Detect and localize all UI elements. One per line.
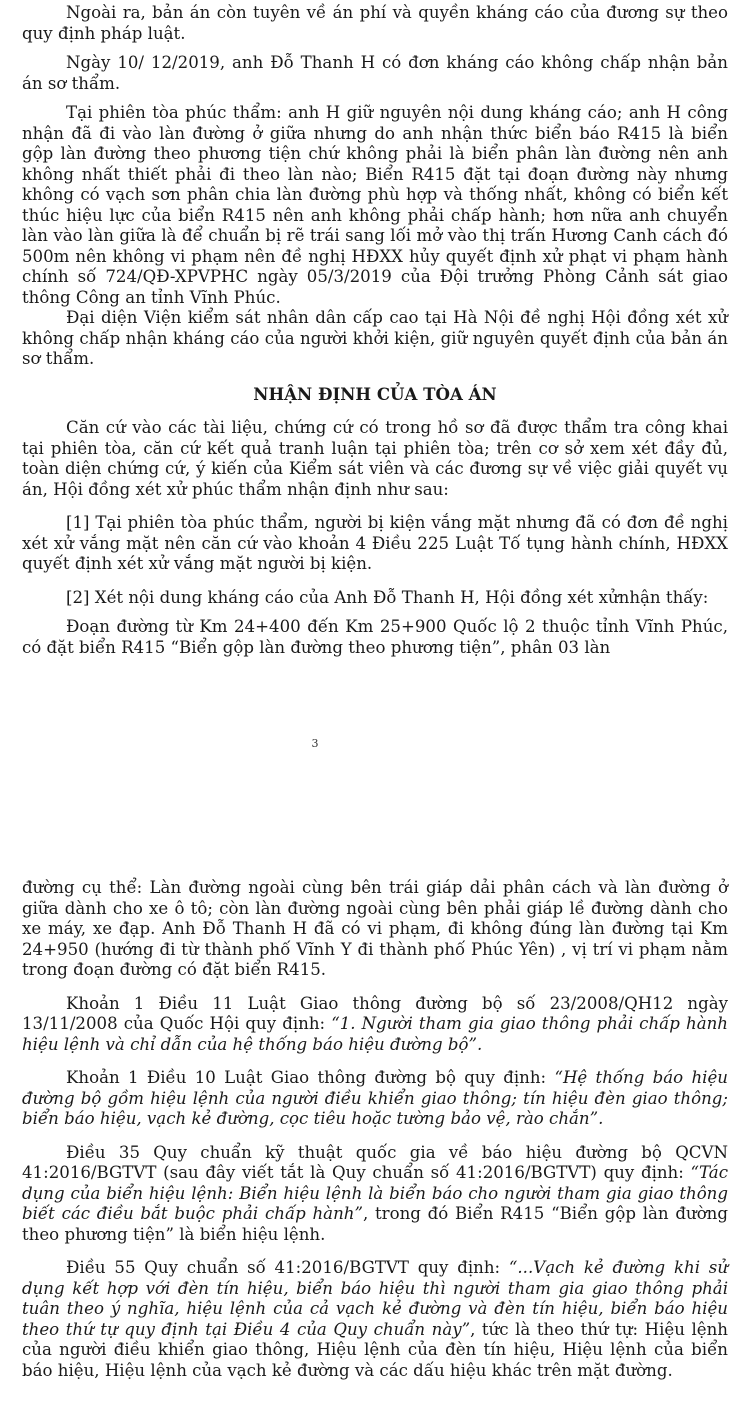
- paragraph-article-10: [22, 1068, 728, 1130]
- paragraph-appeal-date: Ngày 10/ 12/2019, anh Đỗ Thanh H có đơn kháng cáo không chấp nhận bản án sơ thẩm.: [22, 53, 728, 93]
- article-11-quote: “1. Người tham gia giao thông phải chấp hành hiệu lệnh và chỉ dẫn của hệ thống báo hiệu đường bộ”.: [22, 1014, 728, 1054]
- article-55-continuation: , tức là theo thứ tự: Hiệu lệnh của người điều khiển giao thông, Hiệu lệnh của đèn tín hiệu, Hiệu lệnh của biển báo hiệu, Hiệu lệnh của vạch kẻ đường và các dấu hiệu khác trên mặt đường.: [22, 1319, 728, 1380]
- paragraph-article-11: [22, 994, 728, 1056]
- article-55-text: Điều 55 Quy chuẩn số 41:2016/BGTVT quy định:: [66, 1258, 509, 1277]
- paragraph-appellate-hearing: Tại phiên tòa phúc thẩm: anh H giữ nguyên nội dung kháng cáo; anh H công nhận đã đi vào làn đường ở giữa nhưng do anh nhận thức biển báo R415 là biển gộp làn đường theo phương tiện chứ không phải là biển phân làn đường nên anh không nhất thiết phải đi theo làn nào; Biển R415 đặt tại đoạn đường này nhưng không có vạch sơn phân chia làn đường phù hợp và thống nhất, không có biển kết thúc hiệu lực của biển R415 nên anh không phải chấp hành; hơn nữa anh chuyển làn vào làn giữa là để chuẩn bị rẽ trái sang lối mở vào thị trấn Hương Canh cách đó 500m nên không vi phạm nên đề nghị HĐXX hủy quyết định xử phạt vi phạm hành chính số 724/QĐ-XPVPHC ngày 05/3/2019 của Đội trưởng Phòng Cảnh sát giao thông Công an tỉnh Vĩnh Phúc.: [22, 103, 728, 307]
- paragraph-lane-details: đường cụ thể: Làn đường ngoài cùng bên trái giáp dải phân cách và làn đường ở giữa dành cho xe ô tô; còn làn đường ngoài cùng bên phải giáp lề đường dành cho xe máy, xe đạp. Anh Đỗ Thanh H đã có vi phạm, đi không đúng làn đường tại Km 24+950 (hướng đi từ thành phố Vĩnh Y đi thành phố Phúc Yên) , vị trí vi phạm nằm trong đoạn đường có đặt biển R415.: [22, 878, 728, 979]
- article-10-quote: “Hệ thống báo hiệu đường bộ gồm hiệu lệnh của người điều khiển giao thông; tín hiệu đèn giao thông; biển báo hiệu, vạch kẻ đường, cọc tiêu hoặc tường bảo vệ, rào chắn”.: [22, 1068, 728, 1128]
- paragraph-item-1: [1] Tại phiên tòa phúc thẩm, người bị kiện vắng mặt nhưng đã có đơn đề nghị xét xử vắng mặt nên căn cứ vào khoản 4 Điều 225 Luật Tố tụng hành chính, HĐXX quyết định xét xử vắng mặt người bị kiện.: [22, 513, 728, 573]
- paragraph-court-basis: Căn cứ vào các tài liệu, chứng cứ có trong hồ sơ đã được thẩm tra công khai tại phiên tòa, căn cứ kết quả tranh luận tại phiên tòa; trên cơ sở xem xét đầy đủ, toàn diện chứng cứ, ý kiến của Kiểm sát viên và các đương sự về việc giải quyết vụ án, Hội đồng xét xử phúc thẩm nhận định như sau:: [22, 418, 728, 499]
- paragraph-road-section: Đoạn đường từ Km 24+400 đến Km 25+900 Quốc lộ 2 thuộc tỉnh Vĩnh Phúc, có đặt biển R415 “Biển gộp làn đường theo phương tiện”, phân 03 làn: [22, 617, 728, 657]
- article-10-text: Khoản 1 Điều 10 Luật Giao thông đường bộ quy định:: [66, 1068, 555, 1087]
- article-35-text: Điều 35 Quy chuẩn kỹ thuật quốc gia về báo hiệu đường bộ QCVN 41:2016/BGTVT (sau đây viết tắt là Quy chuẩn số 41:2016/BGTVT) quy định:: [22, 1142, 728, 1182]
- article-11-text: Khoản 1 Điều 11 Luật Giao thông đường bộ số 23/2008/QH12 ngày 13/11/2008 của Quốc Hội quy định:: [22, 993, 728, 1033]
- document-page-3: [0, 3, 750, 658]
- article-55-quote: “...Vạch kẻ đường khi sử dụng kết hợp với đèn tín hiệu, biển báo hiệu thì người tham gia giao thông phải tuân theo ý nghĩa, hiệu lệnh của cả vạch kẻ đường và đèn tín hiệu, biển báo hiệu theo thứ tự quy định tại Điều 4 của Quy chuẩn này”: [22, 1258, 729, 1339]
- article-35-quote: “Tác dụng của biển hiệu lệnh: Biển hiệu lệnh là biển báo cho người tham gia giao thông biết các điều bắt buộc phải chấp hành”: [22, 1163, 728, 1223]
- page-break: [0, 770, 750, 870]
- document-page-4: [0, 878, 750, 1381]
- section-heading: NHẬN ĐỊNH CỦA TÒA ÁN: [253, 383, 497, 404]
- page-number: 3: [311, 737, 319, 750]
- article-35-continuation: , trong đó Biển R415 “Biển gộp làn đường theo phương tiện” là biển hiệu lệnh.: [22, 1204, 728, 1244]
- paragraph-appeal-rights: Ngoài ra, bản án còn tuyên về án phí và quyền kháng cáo của đương sự theo quy định pháp luật.: [22, 3, 728, 43]
- paragraph-procuracy-opinion: Đại diện Viện kiểm sát nhân dân cấp cao tại Hà Nội đề nghị Hội đồng xét xử không chấp nhận kháng cáo của người khởi kiện, giữ nguyên quyết định của bản án sơ thẩm.: [22, 308, 728, 368]
- paragraph-article-35: [22, 1143, 728, 1246]
- paragraph-article-55: [22, 1258, 728, 1381]
- paragraph-item-2: [2] Xét nội dung kháng cáo của Anh Đỗ Thanh H, Hội đồng xét xửnhận thấy:: [66, 587, 709, 607]
